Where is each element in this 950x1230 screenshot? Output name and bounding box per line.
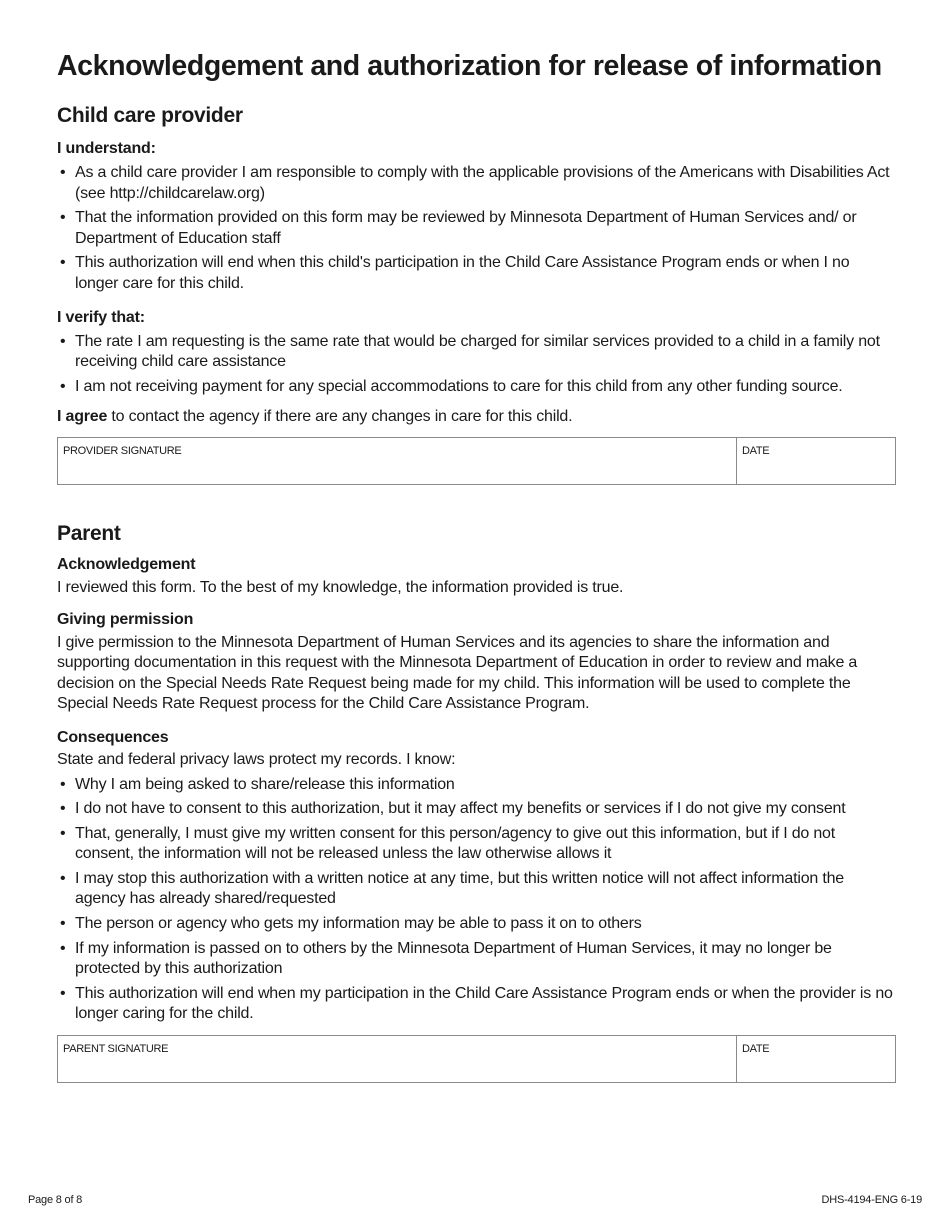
parent-heading: Parent	[57, 521, 121, 545]
consequences-heading: Consequences	[57, 728, 169, 746]
form-page	[57, 48, 895, 1083]
form-id: DHS-4194-ENG 6-19	[821, 1194, 922, 1206]
parent-signature-label: PARENT SIGNATURE	[63, 1043, 169, 1056]
list-item: • This authorization will end when my participation in the Child Care Assistance Program ends or when the provider is no longer caring for the child.	[60, 984, 893, 1023]
list-item: • Why I am being asked to share/release this information	[60, 775, 455, 793]
provider-heading: Child care provider	[57, 104, 243, 127]
permission-heading: Giving permission	[57, 610, 194, 628]
list-item: • I do not have to consent to this authorization, but it may affect my benefits or services if I do not give my consent	[60, 800, 846, 818]
acknowledgement-heading: Acknowledgement	[57, 555, 196, 573]
parent-signature-box	[57, 1035, 896, 1083]
understand-heading: I understand:	[57, 140, 156, 157]
provider-date-field[interactable]	[737, 438, 895, 484]
provider-date-label: DATE	[742, 444, 770, 457]
verify-list	[57, 332, 895, 398]
parent-date-field[interactable]	[737, 1036, 895, 1082]
page-number: Page 8 of 8	[28, 1194, 83, 1206]
verify-heading: I verify that:	[57, 308, 145, 326]
page-title: Acknowledgement and authorization for release of information	[57, 50, 882, 82]
list-item: • If my information is passed on to others by the Minnesota Department of Human Services, it may no longer be protected by this authorization	[60, 939, 832, 978]
list-item: • As a child care provider I am responsible to comply with the applicable provisions of the Americans with Disabilities Act (see http://childcarelaw.org)	[60, 164, 890, 202]
list-item: • I may stop this authorization with a written notice at any time, but this written notice will not affect information the agency has already shared/requested	[60, 869, 844, 908]
list-item: • That, generally, I must give my written consent for this person/agency to give out this information, but if I do not consent, the information will not be released unless the law otherwise allows it	[60, 824, 836, 863]
acknowledgement-text: I reviewed this form. To the best of my knowledge, the information provided is true.	[57, 578, 624, 596]
provider-signature-field[interactable]	[58, 438, 737, 484]
understand-list	[57, 163, 895, 295]
list-item: • I am not receiving payment for any special accommodations to care for this child from any other funding source.	[60, 377, 843, 395]
list-item: • That the information provided on this form may be reviewed by Minnesota Department of Human Services and/ or Department of Education staff	[60, 209, 857, 247]
list-item: • This authorization will end when this child's participation in the Child Care Assistance Program ends or when I no longer care for this child.	[60, 254, 850, 292]
consequences-intro: State and federal privacy laws protect my records. I know:	[57, 750, 456, 768]
list-item: • The rate I am requesting is the same rate that would be charged for similar services provided to a child in a family not receiving child care assistance	[60, 332, 880, 371]
agree-statement: I agree to contact the agency if there are any changes in care for this child.	[57, 408, 573, 426]
list-item: • The person or agency who gets my information may be able to pass it on to others	[60, 915, 642, 933]
consequences-list	[57, 775, 895, 1026]
parent-date-label: DATE	[742, 1043, 770, 1056]
parent-signature-field[interactable]	[58, 1036, 737, 1082]
permission-text: I give permission to the Minnesota Department of Human Services and its agencies to share the information and supporting documentation in this request with the Minnesota Department of Education in order to review and make a decision on the Special Needs Rate Request being made for my child. This information will be used to complete the Special Needs Rate Request process for the Child Care Assistance Program.	[57, 633, 858, 713]
provider-signature-box	[57, 437, 896, 485]
provider-signature-label: PROVIDER SIGNATURE	[63, 444, 182, 457]
